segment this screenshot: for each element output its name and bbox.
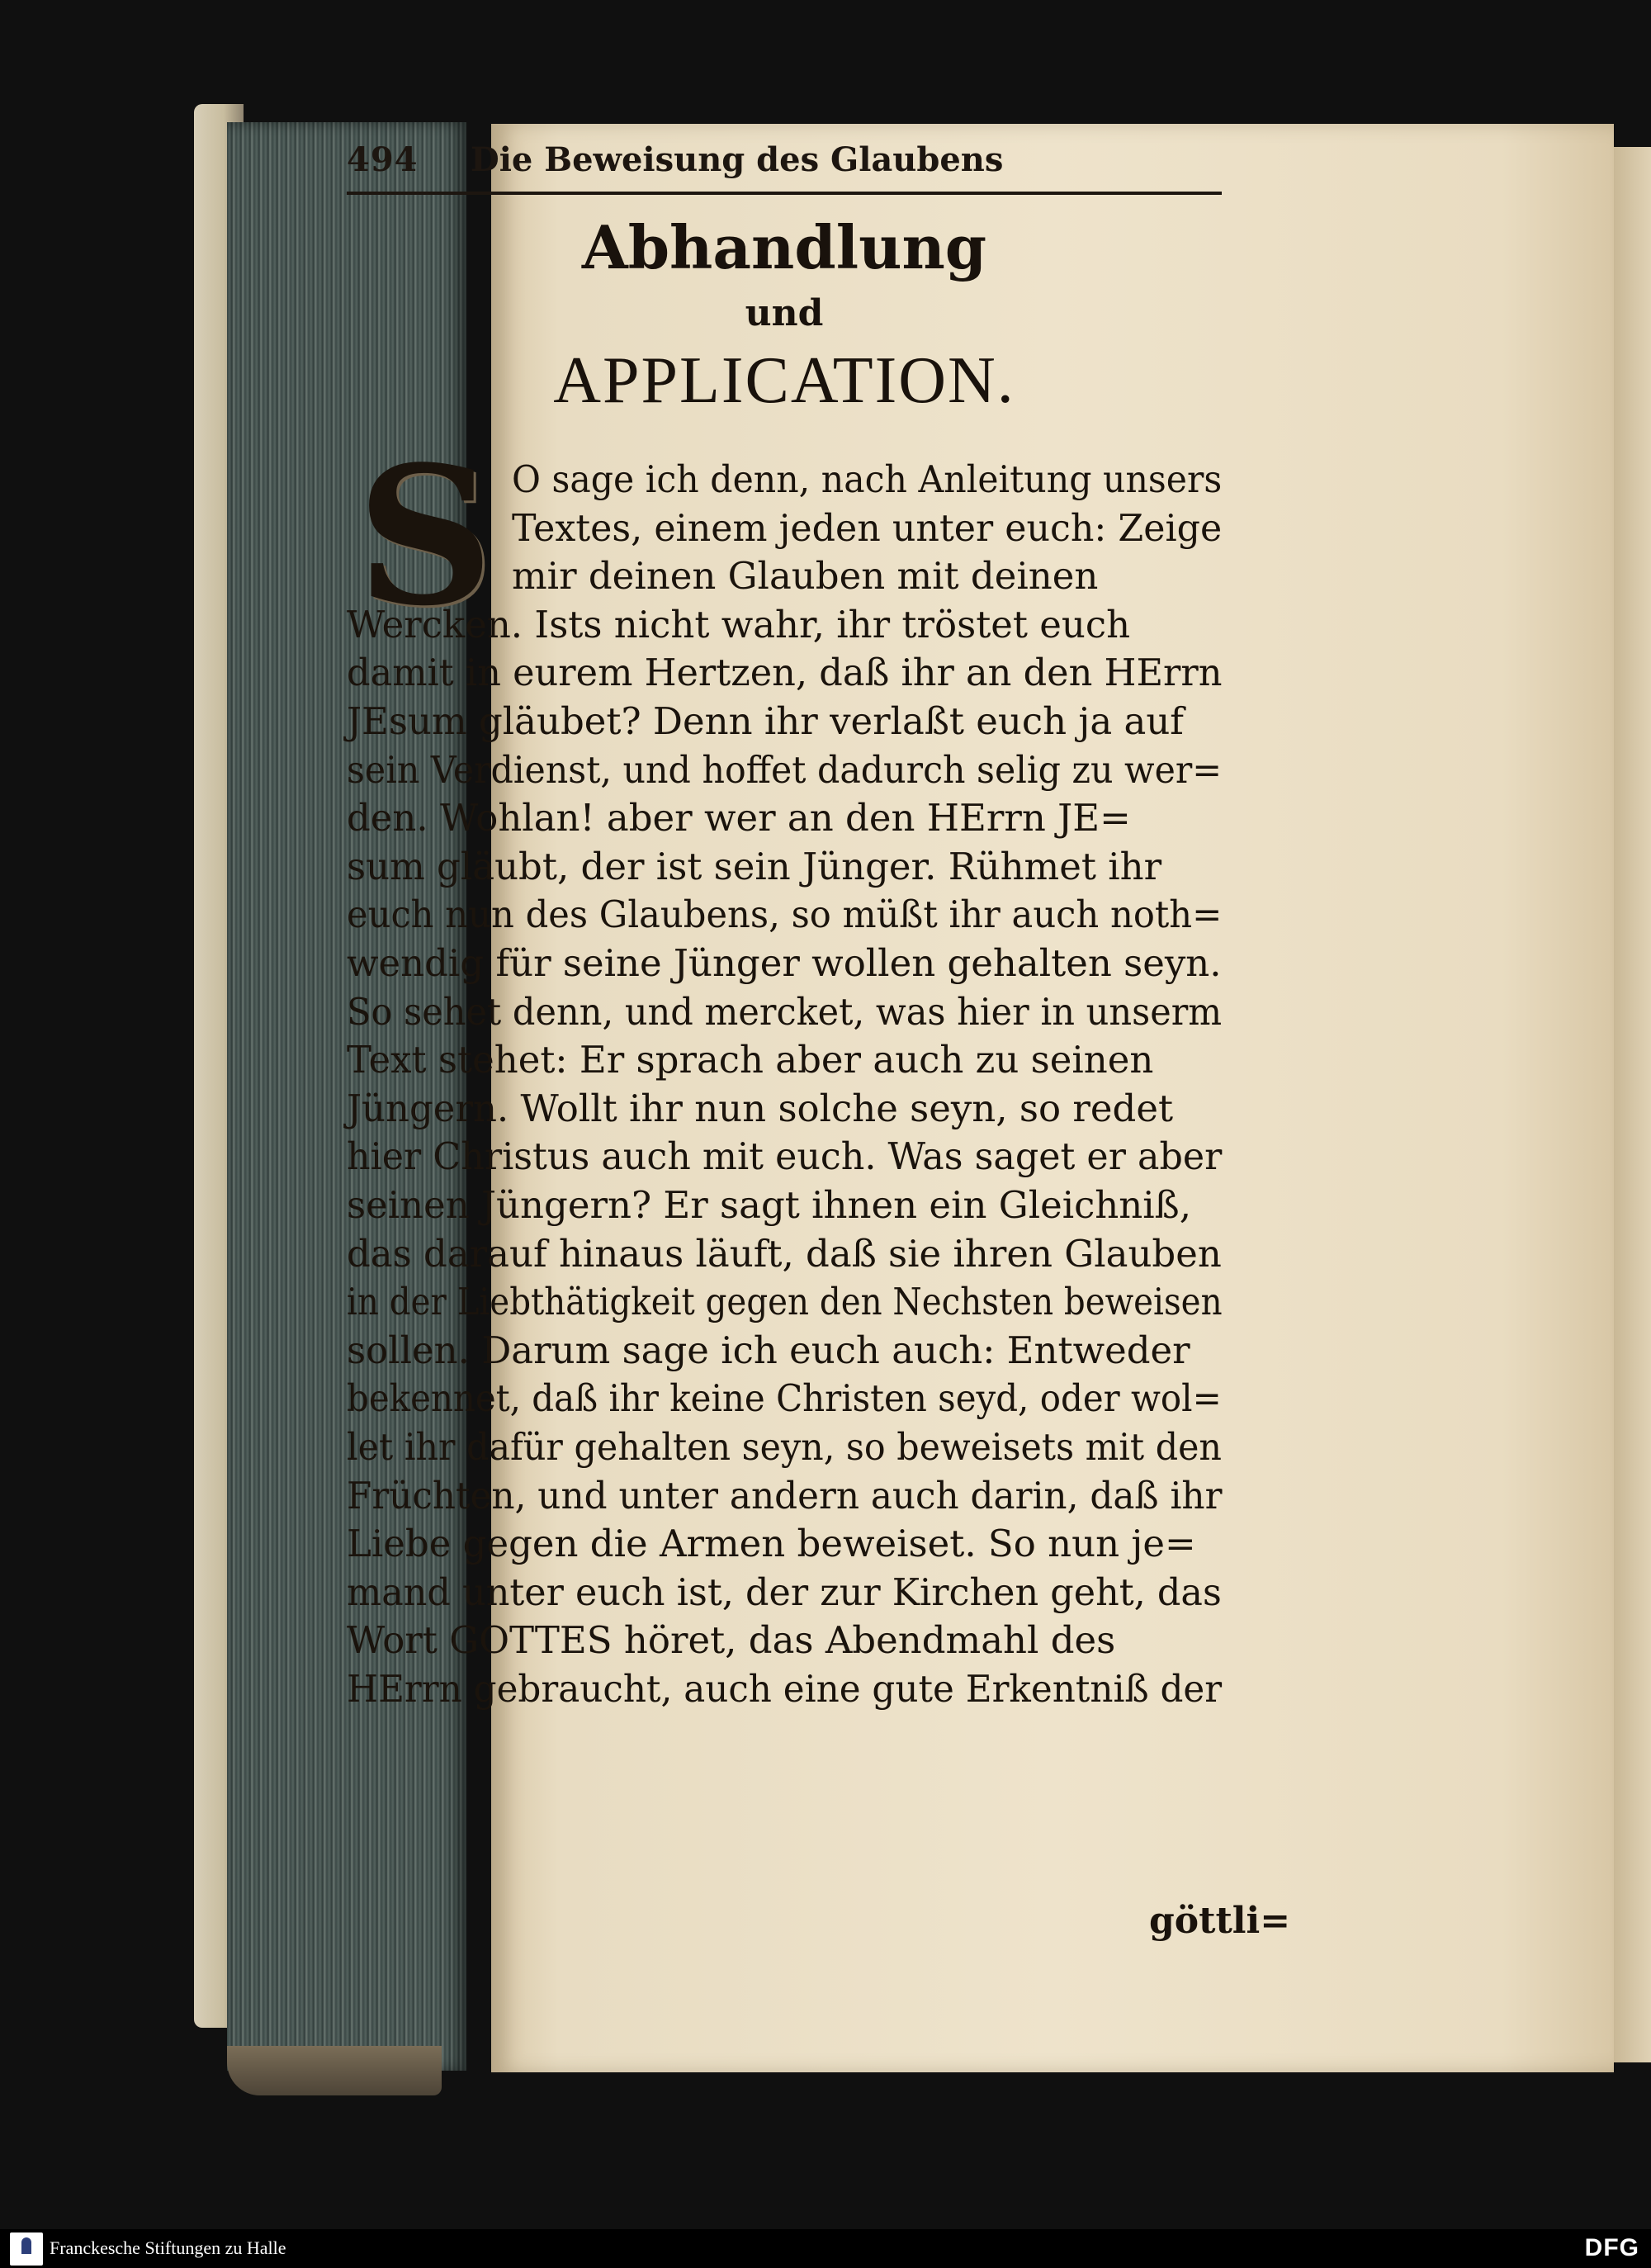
text-line: JEsum gläubet? Denn ihr verlaßt euch ja auf [347, 699, 1184, 743]
text-line: hier Christus auch mit euch. Was saget er aber [347, 1134, 1223, 1179]
text-line: damit in eurem Hertzen, daß ihr an den HErrn [347, 651, 1223, 695]
viewer-footer [0, 2229, 1651, 2268]
running-title: Die Beweisung des Glaubens [471, 140, 1004, 179]
text-line: Liebe gegen die Armen beweiset. So nun je= [347, 1522, 1196, 1566]
heading-sub: APPLICATION. [553, 344, 1015, 417]
institution-logo-icon [10, 2232, 43, 2266]
text-line: seinen Jüngern? Er sagt ihnen ein Gleichniß, [347, 1183, 1192, 1227]
section-heading [347, 211, 1222, 419]
page-number: 494 [347, 140, 419, 179]
text-line: sein Verdienst, und hoffet dadurch selig zu wer= [347, 747, 1223, 792]
text-line: bekennet, daß ihr keine Christen seyd, oder wol= [347, 1376, 1222, 1421]
text-line: Jüngern. Wollt ihr nun solche seyn, so redet [347, 1086, 1174, 1130]
text-line: O sage ich denn, nach Anleitung unsers [512, 457, 1223, 501]
text-line: let ihr dafür gehalten seyn, so beweisets mit den [347, 1425, 1222, 1469]
text-line: sum gläubt, der ist sein Jünger. Rühmet ihr [347, 844, 1162, 888]
text-line: in der Liebthätigkeit gegen den Nechsten beweisen [347, 1280, 1223, 1324]
heading-conjunction: und [745, 292, 824, 334]
page-header [347, 140, 1222, 190]
text-line: mand unter euch ist, der zur Kirchen geht, das [347, 1570, 1222, 1614]
text-line: Früchten, und unter andern auch darin, daß ihr [347, 1473, 1223, 1518]
text-line: sollen. Darum sage ich euch auch: Entweder [347, 1328, 1190, 1372]
text-line: HErrn gebraucht, auch eine gute Erkentniß der [347, 1667, 1223, 1711]
text-line: Wort GOTTES höret, das Abendmahl des [347, 1618, 1116, 1663]
text-line: So sehet denn, und mercket, was hier in unserm [347, 989, 1223, 1034]
heading-main: Abhandlung [581, 212, 987, 282]
text-line: mir deinen Glauben mit deinen [512, 554, 1099, 599]
drop-cap: S [356, 425, 494, 648]
text-line: das darauf hinaus läuft, daß sie ihren Glauben [347, 1231, 1222, 1276]
text-line: Wercken. Ists nicht wahr, ihr tröstet euch [347, 602, 1131, 646]
dfg-logo: DFG [1584, 2234, 1639, 2261]
facing-page-sliver [1614, 147, 1651, 2062]
catchword: göttli= [1149, 1900, 1291, 1942]
text-line: Text stehet: Er sprach aber auch zu seinen [347, 1038, 1154, 1082]
text-line: wendig für seine Jünger wollen gehalten seyn. [347, 941, 1222, 985]
text-line: den. Wohlan! aber wer an den HErrn JE= [347, 796, 1131, 840]
text-line: euch nun des Glaubens, so müßt ihr auch noth= [347, 893, 1223, 937]
header-rule [347, 192, 1222, 195]
footer-institution: Franckesche Stiftungen zu Halle [50, 2237, 286, 2258]
text-line: Textes, einem jeden unter euch: Zeige [512, 505, 1223, 550]
